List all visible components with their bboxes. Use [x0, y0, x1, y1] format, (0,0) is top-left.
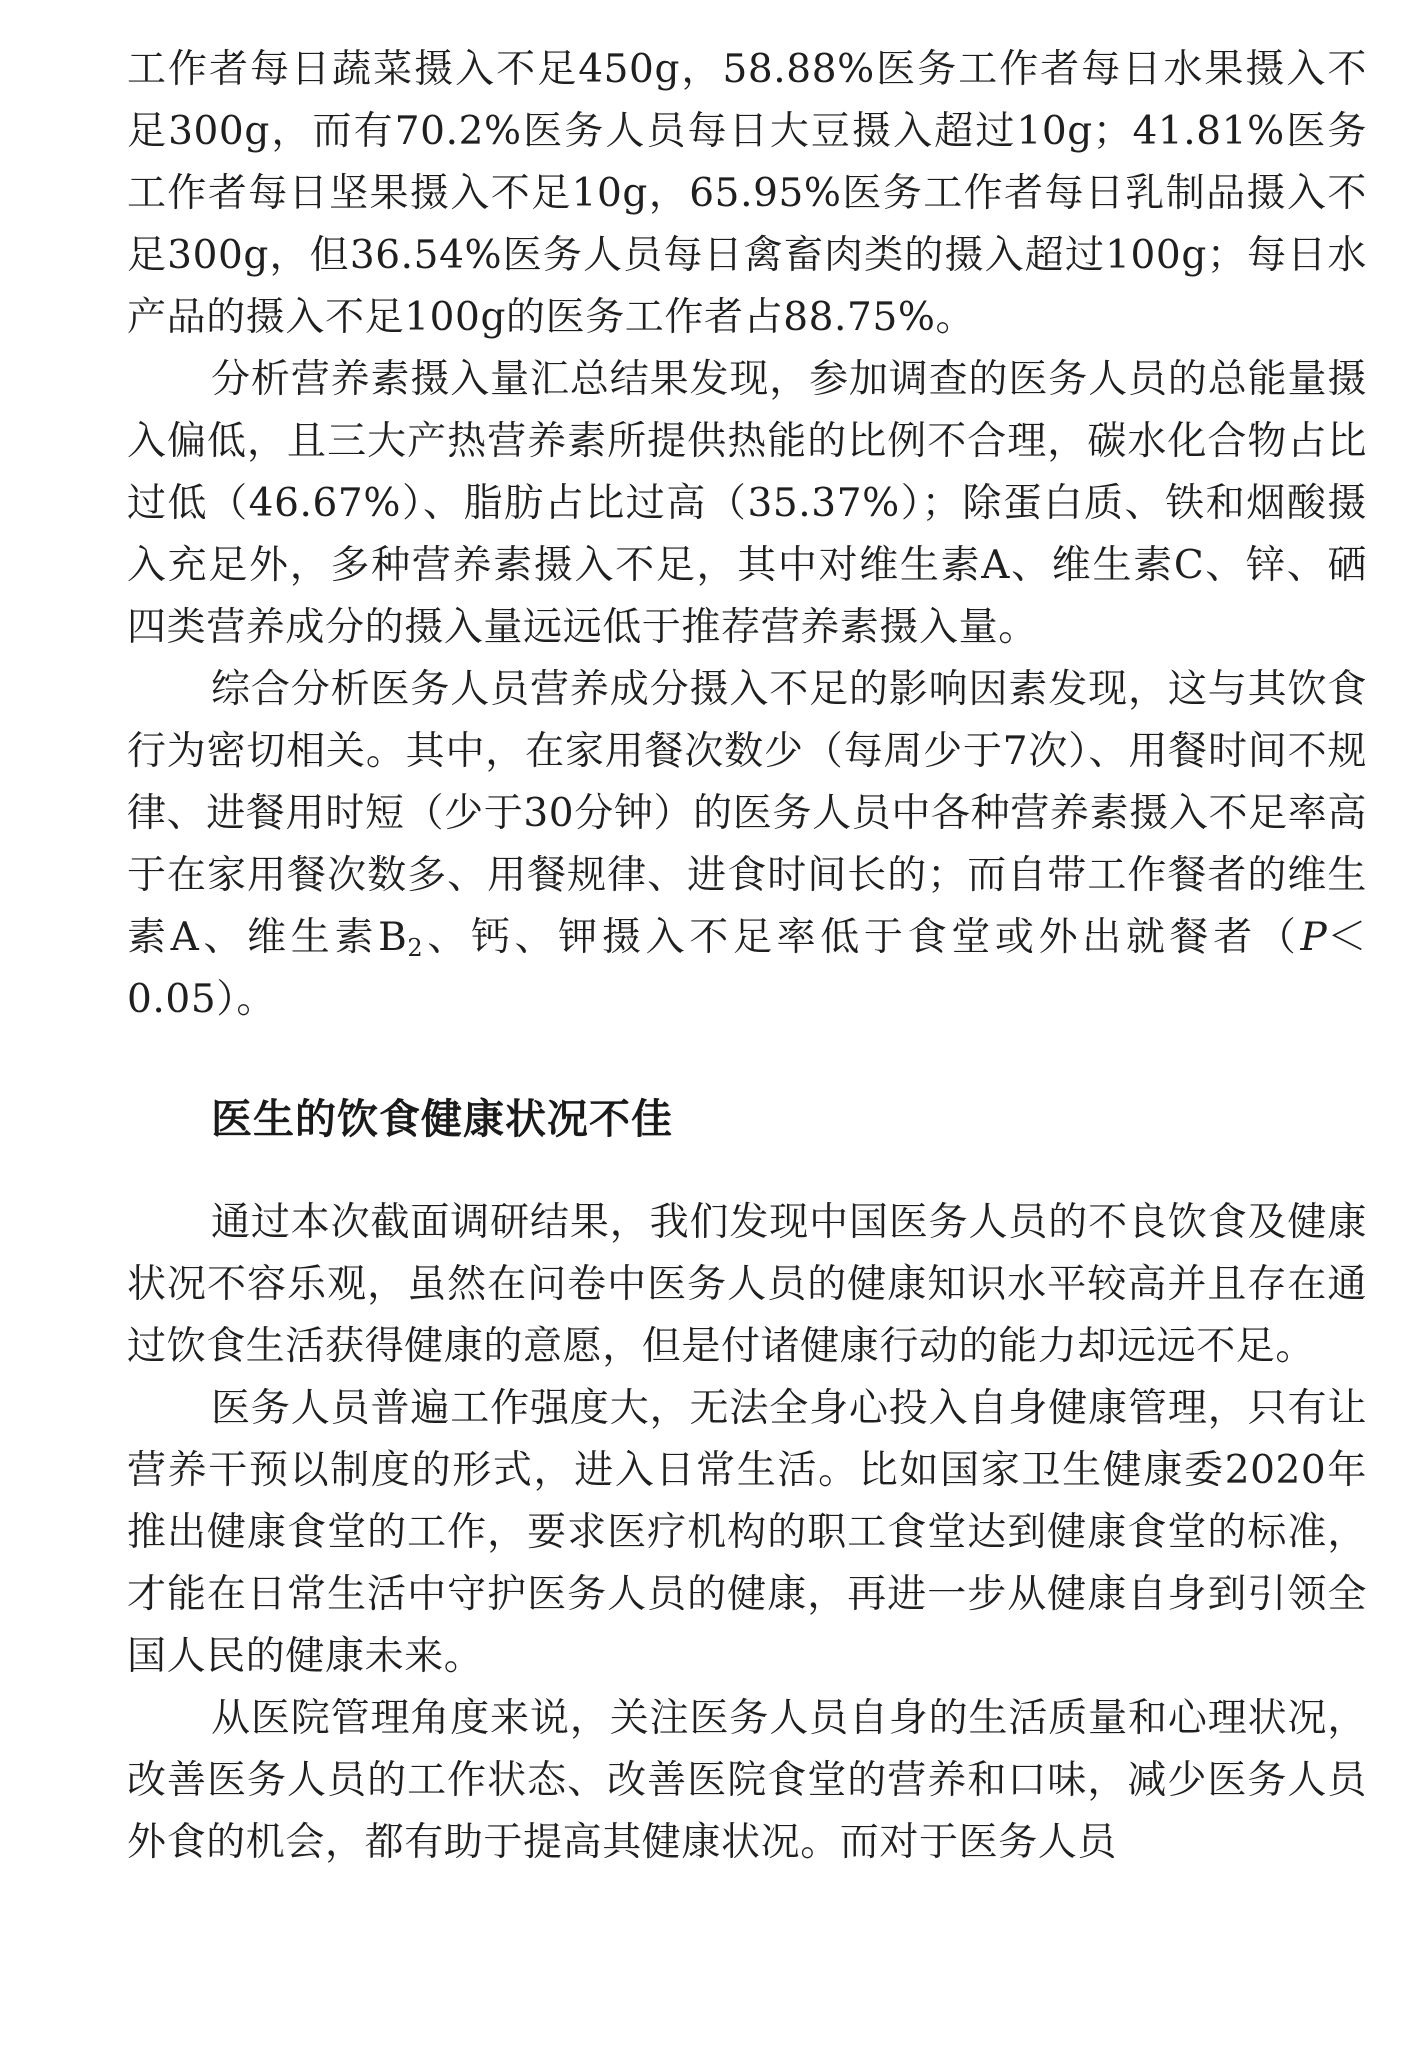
- paragraph-intake-stats: 工作者每日蔬菜摄入不足450g，58.88%医务工作者每日水果摄入不足300g，而有70.2%医务人员每日大豆摄入超过10g；41.81%医务工作者每日坚果摄入不足10g，65.95%医务工作者每日乳制品摄入不足300g，但36.54%医务人员每日禽畜肉类的摄入超过100g；每日水产品的摄入不足100g的医务工作者占88.75%。: [127, 47, 1367, 340]
- subscript-2: 2: [407, 934, 424, 962]
- paragraph-text-segment: 综合分析医务人员营养成分摄入不足的影响因素发现，这与其饮食行为密切相关。其中，在家用餐次数少（每周少于7次）、用餐时间不规律、进餐用时短（少于30分钟）的医务人员中各种营养素摄入不足率高于在家用餐次数多、用餐规律、进食时间长的；而自带工作餐者的维生素A、维生素B: [127, 667, 1367, 960]
- text-column: [127, 39, 1367, 1874]
- paragraph-text-segment: 、钙、钾摄入不足率低于食堂或外出就餐者（: [423, 915, 1301, 960]
- paragraph-influencing-factors: [127, 659, 1367, 1031]
- p-value-symbol: P: [1300, 915, 1328, 960]
- paragraph-survey-findings: 通过本次截面调研结果，我们发现中国医务人员的不良饮食及健康状况不容乐观，虽然在问卷中医务人员的健康知识水平较高并且存在通过饮食生活获得健康的意愿，但是付诸健康行动的能力却远远不足。: [127, 1200, 1367, 1369]
- paragraph-nutrient-summary: 分析营养素摄入量汇总结果发现，参加调查的医务人员的总能量摄入偏低，且三大产热营养素所提供热能的比例不合理，碳水化合物占比过低（46.67%）、脂肪占比过高（35.37%）；除蛋白质、铁和烟酸摄入充足外，多种营养素摄入不足，其中对维生素A、维生素C、锌、硒四类营养成分的摄入量远远低于推荐营养素摄入量。: [127, 357, 1367, 650]
- paragraph-hospital-management: 从医院管理角度来说，关注医务人员自身的生活质量和心理状况，改善医务人员的工作状态、改善医院食堂的营养和口味，减少医务人员外食的机会，都有助于提高其健康状况。而对于医务人员: [127, 1696, 1367, 1865]
- paragraph-text-segment: ＜0.05）。: [127, 915, 1367, 1022]
- paragraph-nutrition-intervention: 医务人员普遍工作强度大，无法全身心投入自身健康管理，只有让营养干预以制度的形式，进入日常生活。比如国家卫生健康委2020年推出健康食堂的工作，要求医疗机构的职工食堂达到健康食堂的标准，才能在日常生活中守护医务人员的健康，再进一步从健康自身到引领全国人民的健康未来。: [127, 1386, 1367, 1679]
- section-heading: 医生的饮食健康状况不佳: [211, 1095, 673, 1143]
